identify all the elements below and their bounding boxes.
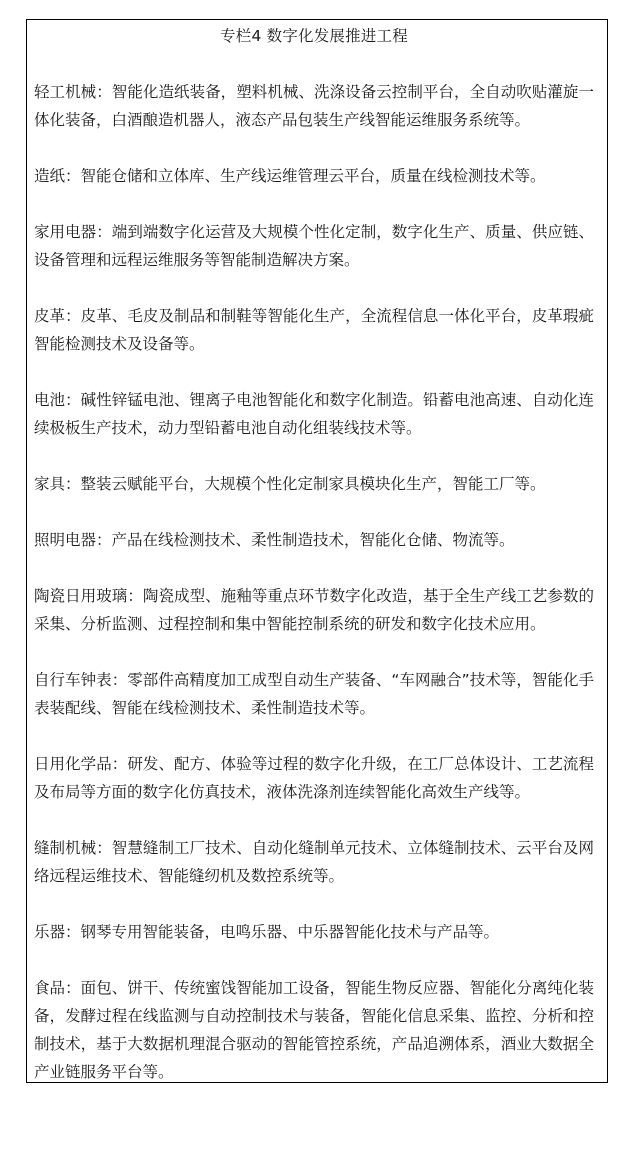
section-furniture: 家具：整装云赋能平台，大规模个性化定制家具模块化生产，智能工厂等。 (34, 475, 546, 493)
section-daily-chemicals: 日用化学品：研发、配方、体验等过程的数字化升级，在工厂总体设计、工艺流程及布局等方面的数字化仿真技术，液体洗涤剂连续智能化高效生产线等。 (34, 755, 594, 801)
section-lighting-appliances: 照明电器：产品在线检测技术、柔性制造技术，智能化仓储、物流等。 (34, 531, 515, 549)
section-home-appliances: 家用电器：端到端数字化运营及大规模个性化定制，数字化生产、质量、供应链、设备管理和远程运维服务等智能制造解决方案。 (34, 223, 594, 269)
column-box (26, 19, 608, 1083)
section-leather: 皮革：皮革、毛皮及制品和制鞋等智能化生产，全流程信息一体化平台，皮革瑕疵智能检测技术及设备等。 (34, 307, 594, 353)
section-list (34, 78, 594, 1086)
section-food: 食品：面包、饼干、传统蜜饯智能加工设备，智能生物反应器、智能化分离纯化装备，发酵过程在线监测与自动控制技术与装备，智能化信息采集、监控、分析和控制技术，基于大数据机理混合驱动的智能管控系统，产品追溯体系，酒业大数据全产业链服务平台等。 (34, 979, 594, 1081)
section-batteries: 电池：碱性锌锰电池、锂离子电池智能化和数字化制造。铅蓄电池高速、自动化连续极板生产技术，动力型铅蓄电池自动化组装线技术等。 (34, 391, 594, 437)
section-bicycles-clocks: 自行车钟表：零部件高精度加工成型自动生产装备、“车网融合”技术等，智能化手表装配线、智能在线检测技术、柔性制造技术等。 (34, 671, 594, 717)
column-title: 专栏4 数字化发展推进工程 (220, 27, 408, 45)
section-papermaking: 造纸：智能仓储和立体库、生产线运维管理云平台，质量在线检测技术等。 (34, 167, 546, 185)
section-sewing-machinery: 缝制机械：智慧缝制工厂技术、自动化缝制单元技术、立体缝制技术、云平台及网络远程运维技术、智能缝纫机及数控系统等。 (34, 839, 594, 885)
section-musical-instruments: 乐器：钢琴专用智能装备，电鸣乐器、中乐器智能化技术与产品等。 (34, 923, 500, 941)
section-ceramics-glass: 陶瓷日用玻璃：陶瓷成型、施釉等重点环节数字化改造，基于全生产线工艺参数的采集、分析监测、过程控制和集中智能控制系统的研发和数字化技术应用。 (34, 587, 594, 633)
section-light-industry-machinery: 轻工机械：智能化造纸装备，塑料机械、洗涤设备云控制平台，全自动吹贴灌旋一体化装备，白酒酿造机器人，液态产品包装生产线智能运维服务系统等。 (34, 83, 594, 129)
